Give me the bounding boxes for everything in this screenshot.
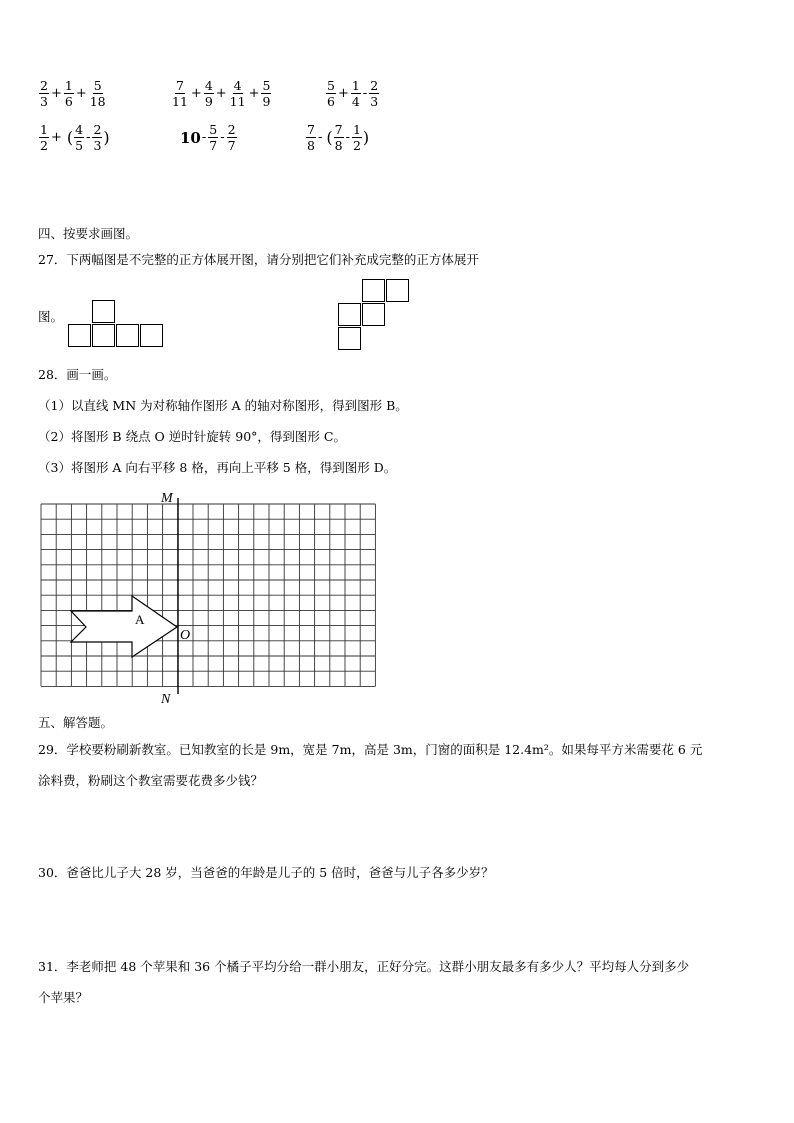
label-a: A [135,612,145,627]
net-square [362,279,385,302]
question-28-item-1: （1）以直线 MN 为对称轴作图形 A 的轴对称图形，得到图形 B。 [38,398,408,413]
fraction: $\frac{1}{2}$ [352,122,361,153]
fraction: $\frac{4}{5}$ [75,122,84,153]
operator: + [75,86,87,101]
expression-3 [325,78,380,109]
operator: + [337,86,349,101]
right-paren: ) [103,128,110,147]
question-31-line-1: 31．李老师把 48 个苹果和 36 个橘子平均分给一群小朋友，正好分完。这群小朋友最多有多少人？平均每人分到多少 [38,959,690,974]
fraction: $\frac{1}{6}$ [64,78,73,109]
integer: 10 [180,128,201,147]
label-n: N [161,692,171,706]
expression-1 [38,78,108,109]
question-29-line-2: 涂料费，粉刷这个教室需要花费多少钱？ [38,773,264,788]
section-heading-5: 五、解答题。 [38,715,114,730]
net-square [386,279,409,302]
fraction: $\frac{1}{2}$ [40,122,48,153]
right-paren: ) [362,128,370,147]
fraction: $\frac{2}{3}$ [370,78,379,109]
question-28-title: 28．画一画。 [38,367,117,382]
grid-figure [30,484,390,706]
operator: - [317,130,323,145]
net-square [92,324,115,347]
operator: - [86,130,91,145]
fraction: $\frac{5}{9}$ [262,78,271,109]
fraction: $\frac{1}{4}$ [351,78,360,109]
question-28-item-2: （2）将图形 B 绕点 O 逆时针旋转 90°，得到图形 C。 [38,429,346,444]
question-31-line-2: 个苹果？ [38,990,89,1005]
left-paren: ( [66,128,74,147]
operator: + [190,86,202,101]
question-28-item-3: （3）将图形 A 向右平移 8 格，再向上平移 5 格，得到图形 D。 [38,460,397,475]
fraction: $\frac{5}{7}$ [209,122,218,153]
net-square [362,303,385,326]
net-square [338,303,361,326]
fraction: $\frac{2}{3}$ [93,122,102,153]
fraction: $\frac{7}{8}$ [334,122,343,153]
fraction: $\frac{5}{6}$ [327,78,335,109]
operator: + [215,86,227,101]
grid-lines [41,504,375,686]
label-m: M [161,491,173,506]
question-30: 30．爸爸比儿子大 28 岁，当爸爸的年龄是儿子的 5 倍时，爸爸与儿子各多少岁？ [38,865,494,880]
operator: - [220,130,225,145]
net-square [68,324,91,347]
fraction: $\frac{7}{11}$ [172,78,188,109]
operator: - [201,130,207,145]
net-square [116,324,139,347]
question-27-text-cont: 图。 [38,309,64,324]
operator: + [248,86,260,101]
fraction: $\frac{2}{7}$ [227,122,236,153]
expression-5 [180,122,238,153]
expression-6 [305,122,369,153]
question-27-text: 27．下两幅图是不完整的正方体展开图，请分别把它们补充成完整的正方体展开 [38,252,479,267]
fraction: $\frac{2}{3}$ [40,78,48,109]
operator: + [50,86,62,101]
fraction: $\frac{5}{18}$ [89,78,106,109]
expression-2 [170,78,272,109]
label-o: O [180,628,191,643]
fraction: $\frac{4}{9}$ [204,78,213,109]
fraction: $\frac{4}{11}$ [229,78,246,109]
net-square [338,327,361,350]
operator: - [345,130,350,145]
net-square [140,324,163,347]
operator: + [50,130,62,145]
question-29-line-1: 29．学校要粉刷新教室。已知教室的长是 9m，宽是 7m，高是 3m，门窗的面积是 12.4m²。如果每平方米需要花 6 元 [38,742,703,757]
left-paren: ( [326,128,333,147]
net-square [92,300,115,323]
section-heading-4: 四、按要求画图。 [38,226,139,241]
fraction: $\frac{7}{8}$ [307,122,315,153]
operator: - [362,86,368,101]
expression-4 [38,122,110,153]
